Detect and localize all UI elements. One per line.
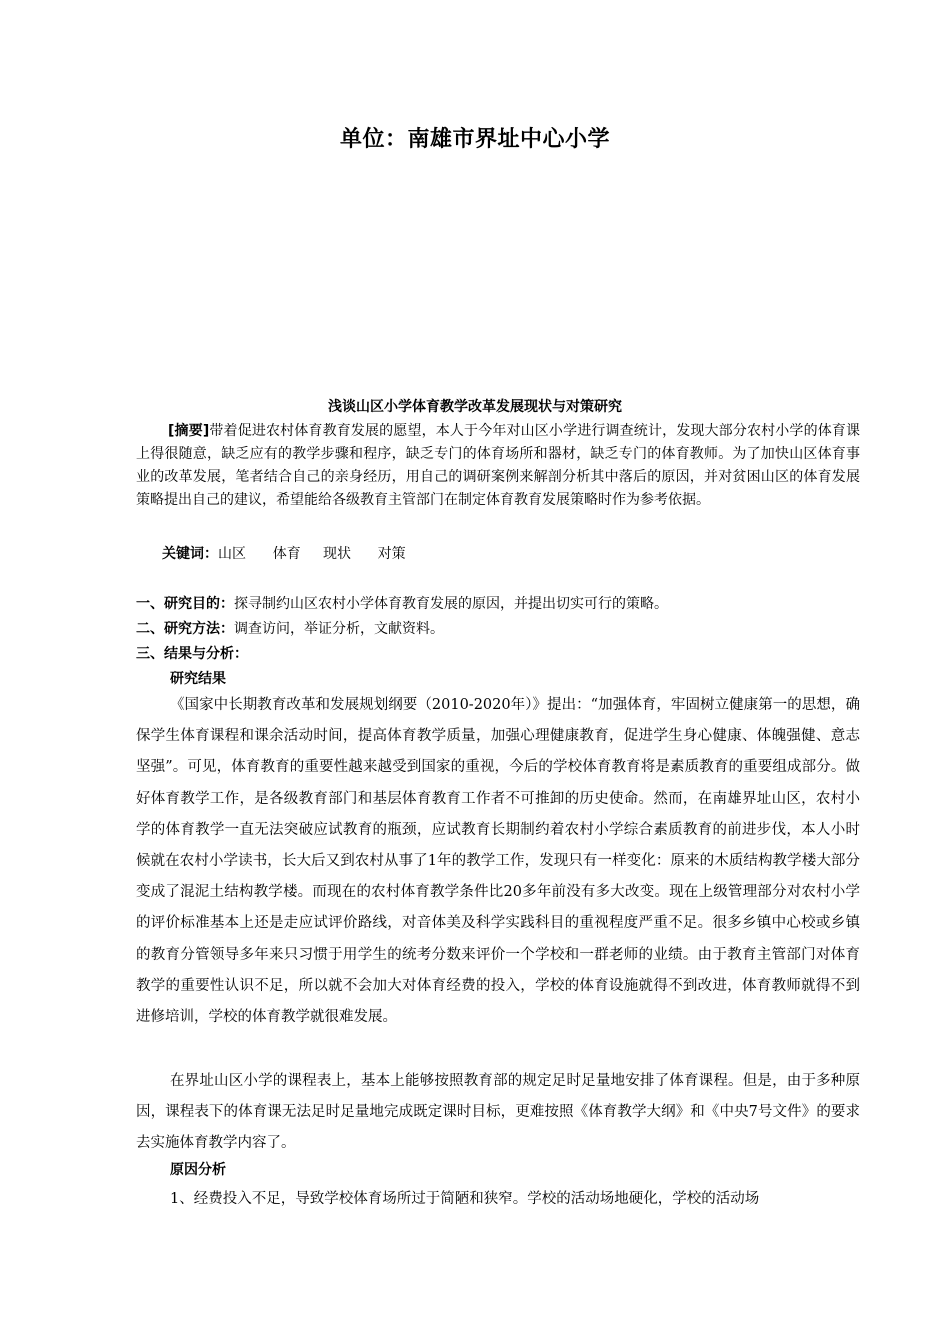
section-results xyxy=(136,643,248,666)
section-label: 二、研究方法： xyxy=(136,621,234,637)
section-label: 一、研究目的： xyxy=(136,596,234,612)
keywords-text: 山区 体育 现状 对策 xyxy=(218,546,406,562)
body-paragraph: 在界址山区小学的课程表上，基本上能够按照教育部的规定足时足量地安排了体育课程。但是，由于多种原因，课程表下的体育课无法足时足量地完成既定课时目标，更难按照《体育教学大纲》和《中央7号文件》的要求去实施体育教学内容了。 xyxy=(136,1073,860,1152)
section-text: 调查访问，举证分析，文献资料。 xyxy=(234,621,444,637)
body-paragraph: 1、经费投入不足，导致学校体育场所过于简陋和狭窄。学校的活动场地硬化，学校的活动场 xyxy=(170,1191,760,1207)
section-label: 三、结果与分析： xyxy=(136,646,248,662)
section-purpose xyxy=(136,593,668,616)
keywords xyxy=(162,543,406,566)
section-text: 探寻制约山区农村小学体育教育发展的原因，并提出切实可行的策略。 xyxy=(234,596,668,612)
keywords-label: 关键词： xyxy=(162,546,218,562)
abstract xyxy=(136,420,860,512)
subheading-results: 研究结果 xyxy=(170,671,226,687)
abstract-text: 带着促进农村体育教育发展的愿望，本人于今年对山区小学进行调查统计，发现大部分农村小学的体育课上得很随意，缺乏应有的教学步骤和程序，缺乏专门的体育场所和器材，缺乏专门的体育教师。为了加快山区体育事业的改革发展，笔者结合自己的亲身经历，用自己的调研案例来解剖分析其中落后的原因，并对贫困山区的体育发展策略提出自己的建议，希望能给各级教育主管部门在制定体育教育发展策略时作为参考依据。 xyxy=(136,423,861,508)
subheading-reasons: 原因分析 xyxy=(170,1162,226,1178)
section-method xyxy=(136,618,444,641)
unit-heading: 单位：南雄市界址中心小学 xyxy=(339,127,610,152)
paper-title: 浅谈山区小学体育教学改革发展现状与对策研究 xyxy=(328,399,622,415)
abstract-label: [摘要] xyxy=(168,423,210,439)
body-paragraph: 《国家中长期教育改革和发展规划纲要（2010-2020年）》提出：“加强体育，牢固树立健康第一的思想，确保学生体育课程和课余活动时间，提高体育教学质量，加强心理健康教育，促进学生身心健康、体魄强健、意志坚强”。可见，体育教育的重要性越来越受到国家的重视，今后的学校体育教育将是素质教育的重要组成部分。做好体育教学工作，是各级教育部门和基层体育教育工作者不可推卸的历史使命。然而，在南雄界址山区，农村小学的体育教学一直无法突破应试教育的瓶颈，应试教育长期制约着农村小学综合素质教育的前进步伐，本人小时候就在农村小学读书，长大后又到农村从事了1年的教学工作，发现只有一样变化：原来的木质结构教学楼大部分变成了混泥土结构教学楼。而现在的农村体育教学条件比20多年前没有多大改变。现在上级管理部分对农村小学的评价标准基本上还是走应试评价路线，对音体美及科学实践科目的重视程度严重不足。很多乡镇中心校或乡镇的教育分管领导多年来只习惯于用学生的统考分数来评价一个学校和一群老师的业绩。由于教育主管部门对体育教学的重要性认识不足，所以就不会加大对体育经费的投入，学校的体育设施就得不到改进，体育教师就得不到进修培训，学校的体育教学就很难发展。 xyxy=(136,697,860,1026)
